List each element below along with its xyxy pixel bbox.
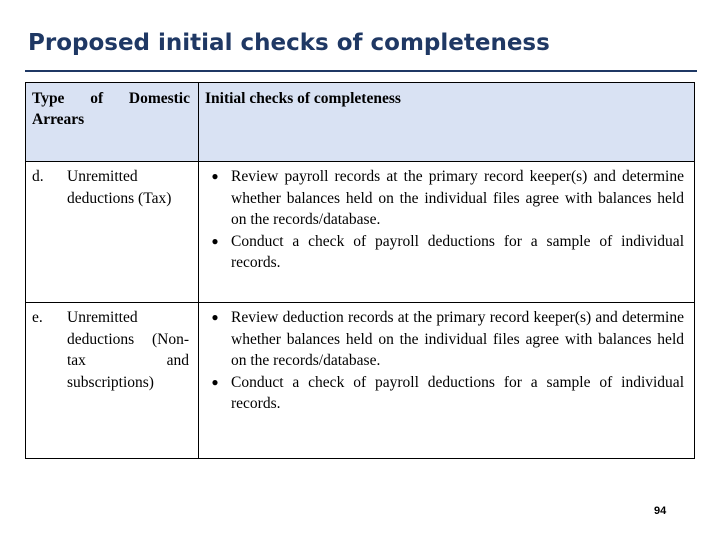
header-cell-type	[26, 83, 199, 162]
list-item	[199, 231, 684, 274]
check-text: Conduct a check of payroll deductions for a sample of individual records.	[231, 373, 684, 412]
check-text: Review deduction records at the primary record keeper(s) and determine whether balances held on the individual files agree with balances held on the records/database.	[231, 309, 684, 369]
checks-list	[199, 162, 694, 274]
checks-list	[199, 303, 694, 415]
page-number: 94	[654, 505, 667, 517]
table-row	[26, 303, 695, 459]
checks-cell	[199, 162, 695, 303]
arrears-type: Unremitted deductions (Non-tax and subscriptions)	[67, 309, 189, 391]
completeness-table	[25, 82, 695, 459]
bullet-icon: ●	[211, 169, 219, 183]
arrears-type: Unremitted deductions (Tax)	[67, 168, 172, 207]
check-text: Conduct a check of payroll deductions for a sample of individual records.	[231, 232, 684, 271]
row-letter: d.	[32, 168, 44, 185]
title-divider	[25, 70, 697, 72]
checks-cell	[199, 303, 695, 459]
bullet-icon: ●	[211, 310, 219, 324]
type-cell	[26, 303, 199, 459]
header-type-line2: Arrears	[32, 111, 85, 128]
type-cell	[26, 162, 199, 303]
header-cell-checks	[199, 83, 695, 162]
list-item	[199, 372, 684, 415]
page-title: Proposed initial checks of completeness	[28, 30, 550, 56]
table-header-row	[26, 83, 695, 162]
header-type-line1: Type of Domestic	[32, 90, 190, 107]
header-checks-label: Initial checks of completeness	[205, 90, 401, 107]
bullet-icon: ●	[211, 233, 219, 248]
table-row	[26, 162, 695, 303]
bullet-icon: ●	[211, 374, 219, 389]
list-item	[199, 166, 684, 231]
list-item	[199, 307, 684, 372]
check-text: Review payroll records at the primary record keeper(s) and determine whether balances held on the individual files agree with balances held on the records/database.	[231, 168, 684, 228]
row-letter: e.	[32, 309, 43, 326]
